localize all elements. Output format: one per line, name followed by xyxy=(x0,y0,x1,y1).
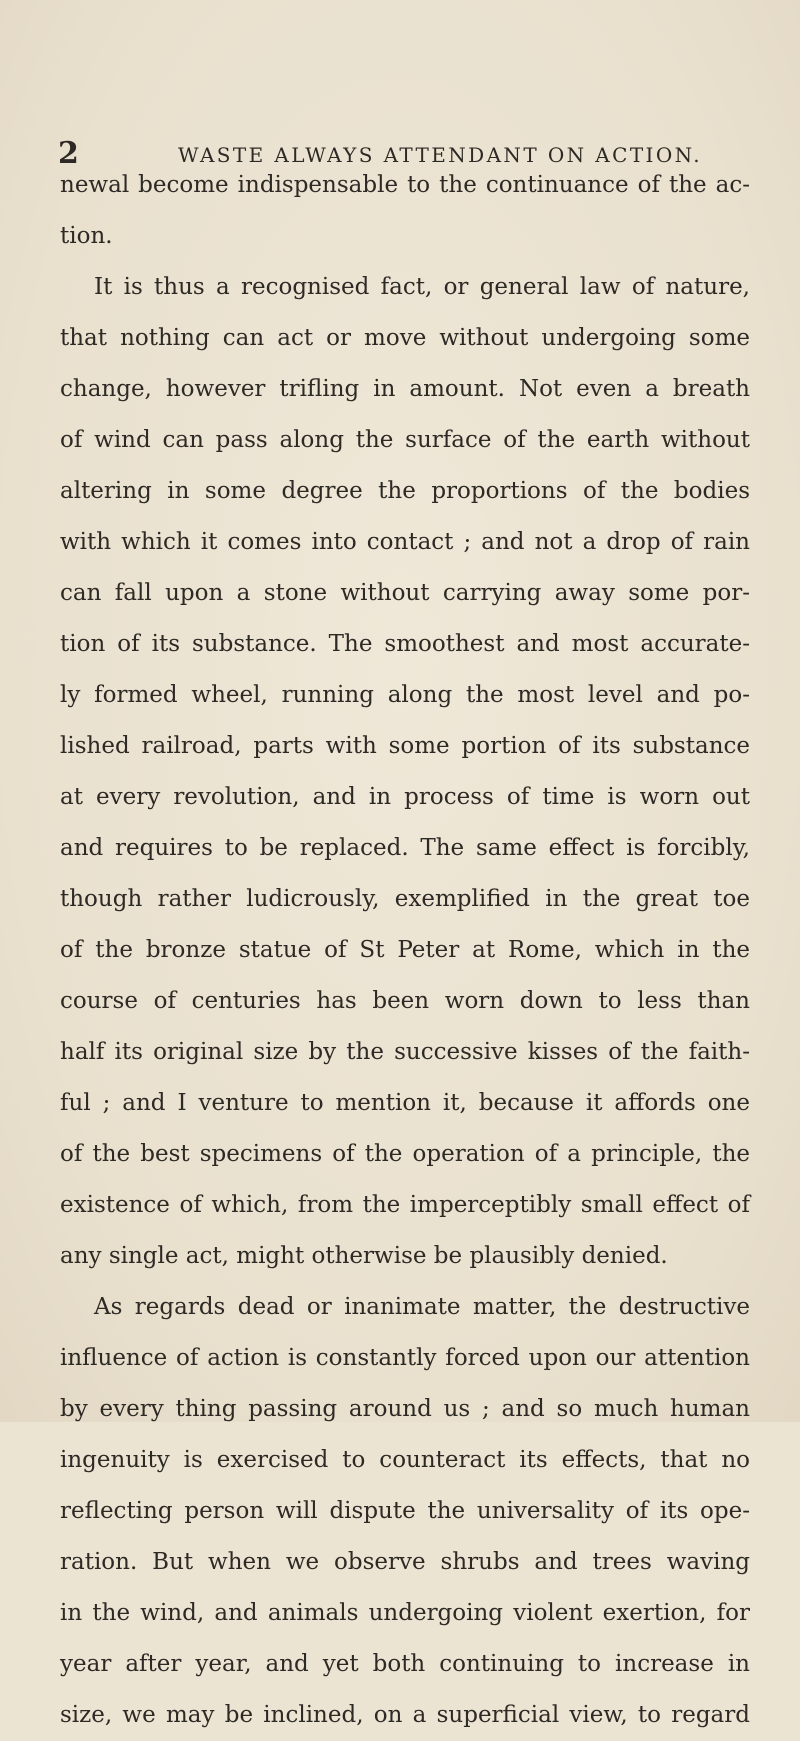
text-line: newal become indispensable to the continuance of the ac- xyxy=(60,172,750,198)
text-line: half its original size by the successive kisses of the faith- xyxy=(60,1039,750,1065)
text-line: ingenuity is exercised to counteract its effects, that no xyxy=(60,1447,750,1473)
text-line: of wind can pass along the surface of the earth without xyxy=(60,427,750,453)
text-line: ly formed wheel, running along the most level and po- xyxy=(60,682,750,708)
text-line: with which it comes into contact ; and not a drop of rain xyxy=(60,529,750,555)
paragraph-start-line: As regards dead or inanimate matter, the destructive xyxy=(94,1294,750,1320)
text-line: altering in some degree the proportions of the bodies xyxy=(60,478,750,504)
text-line: by every thing passing around us ; and so much human xyxy=(60,1396,750,1422)
text-line: ful ; and I venture to mention it, because it affords one xyxy=(60,1090,750,1116)
text-line: course of centuries has been worn down to less than xyxy=(60,988,750,1014)
page-number: 2 xyxy=(58,136,79,171)
text-line: tion of its substance. The smoothest and most accurate- xyxy=(60,631,750,657)
text-line: ration. But when we observe shrubs and trees waving xyxy=(60,1549,750,1575)
text-line: year after year, and yet both continuing to increase in xyxy=(60,1651,750,1677)
text-line: existence of which, from the imperceptibly small effect of xyxy=(60,1192,750,1218)
body-text xyxy=(60,160,750,1741)
text-line: reflecting person will dispute the universality of its ope- xyxy=(60,1498,750,1524)
text-line: at every revolution, and in process of time is worn out xyxy=(60,784,750,810)
running-title: WASTE ALWAYS ATTENDANT ON ACTION. xyxy=(178,143,703,167)
text-line: in the wind, and animals undergoing violent exertion, for xyxy=(60,1600,750,1626)
text-line: though rather ludicrously, exemplified in the great toe xyxy=(60,886,750,912)
paragraph-start-line: It is thus a recognised fact, or general law of nature, xyxy=(94,274,750,300)
text-line: of the best specimens of the operation of a principle, the xyxy=(60,1141,750,1167)
text-line: of the bronze statue of St Peter at Rome, which in the xyxy=(60,937,750,963)
text-line: can fall upon a stone without carrying away some por- xyxy=(60,580,750,606)
text-line: that nothing can act or move without undergoing some xyxy=(60,325,750,351)
text-line: any single act, might otherwise be plausibly denied. xyxy=(60,1243,668,1269)
text-line: lished railroad, parts with some portion of its substance xyxy=(60,733,750,759)
text-line: tion. xyxy=(60,223,113,249)
text-line: and requires to be replaced. The same effect is forcibly, xyxy=(60,835,750,861)
text-line: size, we may be inclined, on a superficial view, to regard xyxy=(60,1702,750,1728)
text-line: influence of action is constantly forced upon our attention xyxy=(60,1345,750,1371)
text-line: change, however trifling in amount. Not even a breath xyxy=(60,376,750,402)
